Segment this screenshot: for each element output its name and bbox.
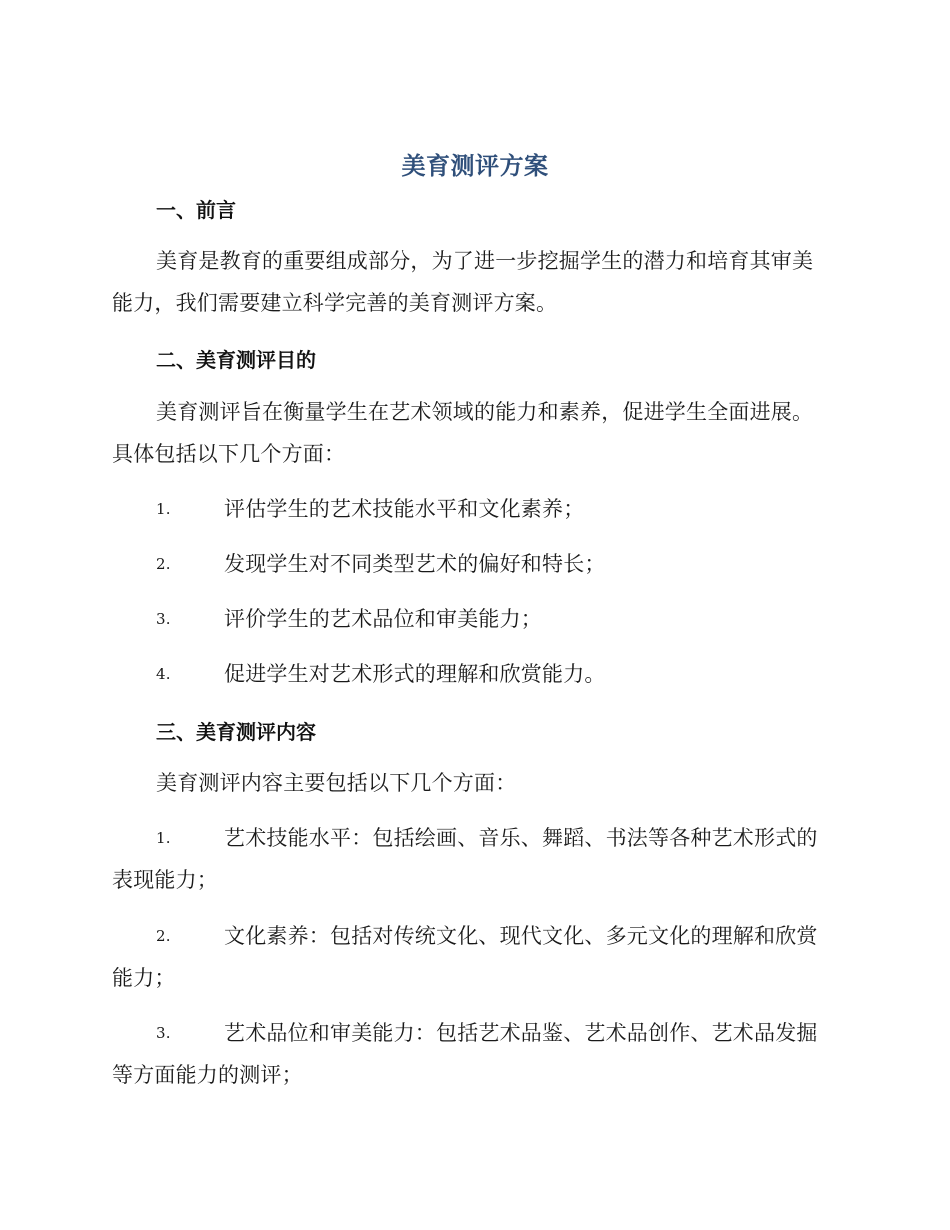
list-item-text: 艺术技能水平：包括绘画、音乐、舞蹈、书法等各种艺术形式的表现能力；	[112, 826, 818, 892]
list-item	[112, 817, 834, 901]
list-item-number: 1.	[156, 500, 171, 518]
list-item-text: 发现学生对不同类型艺术的偏好和特长；	[224, 552, 606, 576]
list-item-number: 3.	[156, 1024, 171, 1042]
section-paragraph-content: 美育测评内容主要包括以下几个方面：	[156, 771, 517, 795]
section-heading-preface: 一、前言	[156, 198, 236, 222]
list-item	[112, 488, 834, 530]
list-item	[112, 915, 834, 999]
section-paragraph-purpose: 美育测评旨在衡量学生在艺术领域的能力和素养，促进学生全面进展。具体包括以下几个方面：	[112, 400, 814, 466]
list-item-number: 2.	[156, 927, 171, 945]
list-item-text: 评估学生的艺术技能水平和文化素养；	[224, 497, 585, 521]
list-item	[112, 653, 834, 695]
list-item	[112, 598, 834, 640]
list-item	[112, 1012, 834, 1096]
list-item-number: 4.	[156, 665, 171, 683]
section-paragraph-preface: 美育是教育的重要组成部分，为了进一步挖掘学生的潜力和培育其审美能力，我们需要建立科学完善的美育测评方案。	[112, 249, 814, 315]
list-item-text: 艺术品位和审美能力：包括艺术品鉴、艺术品创作、艺术品发掘等方面能力的测评；	[112, 1021, 818, 1087]
list-item-number: 2.	[156, 555, 171, 573]
section-heading-purpose: 二、美育测评目的	[156, 348, 316, 372]
list-item-number: 1.	[156, 829, 171, 847]
list-item-text: 文化素养：包括对传统文化、现代文化、多元文化的理解和欣赏能力；	[112, 924, 818, 990]
list-item-text: 促进学生对艺术形式的理解和欣赏能力。	[224, 662, 606, 686]
section-heading-content: 三、美育测评内容	[156, 720, 316, 744]
list-item-text: 评价学生的艺术品位和审美能力；	[224, 607, 542, 631]
document-title: 美育测评方案	[401, 152, 549, 180]
list-item-number: 3.	[156, 610, 171, 628]
list-item	[112, 543, 834, 585]
